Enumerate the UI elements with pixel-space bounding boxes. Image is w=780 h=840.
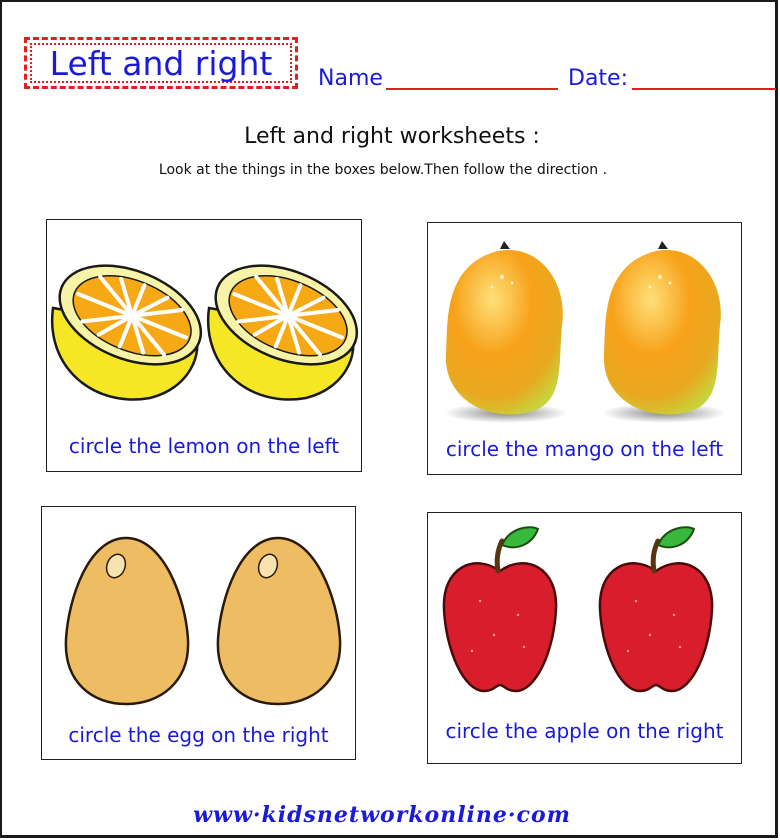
apple-caption: circle the apple on the right <box>445 719 724 743</box>
date-field-line[interactable] <box>632 88 776 90</box>
lemon-caption: circle the lemon on the left <box>68 434 340 458</box>
lemon-card <box>46 219 362 472</box>
mango-right-icon[interactable] <box>602 241 726 423</box>
lemon-right-icon[interactable] <box>201 247 361 400</box>
date-label: Date: <box>568 66 628 91</box>
worksheet-heading: Left and right worksheets : <box>244 124 540 149</box>
apple-right-icon[interactable] <box>600 527 712 691</box>
website-footer: www·kidsnetworkonline·com <box>193 802 571 828</box>
mango-picture <box>428 223 741 428</box>
mango-caption: circle the mango on the left <box>445 437 724 461</box>
apple-card <box>427 512 742 764</box>
apple-left-icon[interactable] <box>444 527 556 691</box>
lemon-picture <box>47 220 361 420</box>
lemon-left-icon[interactable] <box>47 247 215 400</box>
title-banner <box>24 37 298 89</box>
apple-picture <box>428 513 741 708</box>
worksheet-title: Left and right <box>49 43 273 83</box>
mango-card <box>427 222 742 475</box>
name-field-line[interactable] <box>386 88 558 90</box>
egg-card <box>41 506 356 760</box>
egg-caption: circle the egg on the right <box>68 723 329 747</box>
worksheet-instructions: Look at the things in the boxes below.Then follow the direction . <box>158 162 608 178</box>
egg-picture <box>42 507 355 712</box>
mango-left-icon[interactable] <box>444 241 568 423</box>
egg-left-icon[interactable] <box>66 538 188 704</box>
name-label: Name <box>318 66 383 91</box>
egg-right-icon[interactable] <box>218 538 340 704</box>
